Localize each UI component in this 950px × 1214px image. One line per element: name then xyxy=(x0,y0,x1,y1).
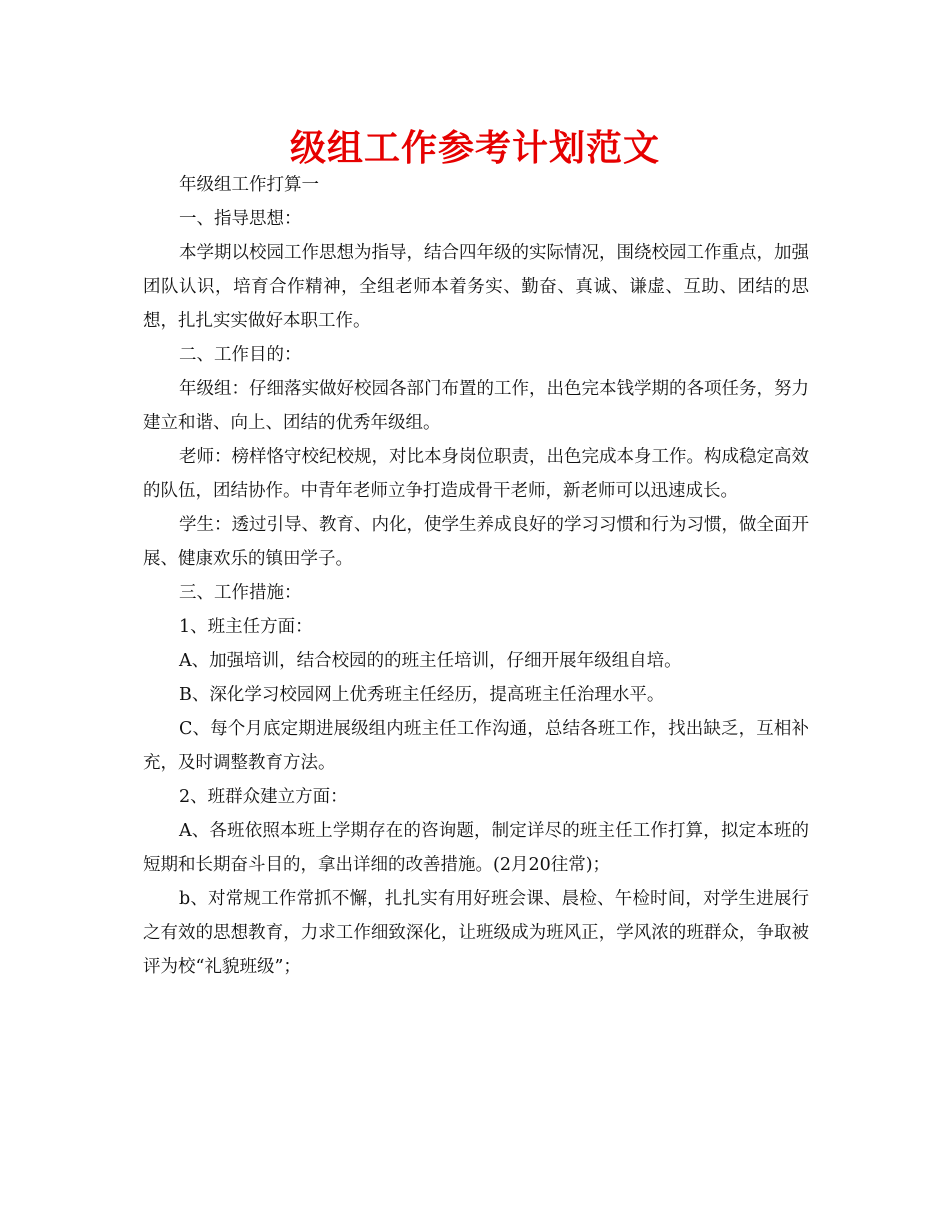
paragraph-guiding-thought: 本学期以校园工作思想为指导，结合四年级的实际情况，围绕校园工作重点，加强团队认识，培育合作精神，全组老师本着务实、勤奋、真诚、谦虚、互助、团结的思想，扎扎实实做好本职工作。 xyxy=(143,243,809,331)
paragraph-grade-group-goal: 年级组：仔细落实做好校园各部门布置的工作，出色完本钱学期的各项任务，努力建立和谐、向上、团结的优秀年级组。 xyxy=(143,379,809,433)
document-title: 级组工作参考计划范文 xyxy=(289,128,660,169)
paragraph-section-3-heading: 三、工作措施： xyxy=(179,583,302,603)
paragraph-item-a-class-plan: A、各班依照本班上学期存在的咨询题，制定详尽的班主任工作打算，拟定本班的短期和长期奋斗目的，拿出详细的改善措施。(2月20往常)； xyxy=(143,821,809,875)
paragraph-item-c-monthly: C、每个月底定期进展级组内班主任工作沟通，总结各班工作，找出缺乏，互相补充，及时调整教育方法。 xyxy=(143,719,809,773)
paragraph-item-b-routine: b、对常规工作常抓不懈，扎扎实有用好班会课、晨检、午检时间，对学生进展行之有效的思想教育，力求工作细致深化，让班级成为班风正，学风浓的班群众，争取被评为校“礼貌班级”； xyxy=(143,889,809,977)
paragraph-item-a-training: A、加强培训，结合校园的的班主任培训，仔细开展年级组自培。 xyxy=(179,651,682,671)
paragraph-section-1-heading: 一、指导思想： xyxy=(179,209,302,229)
document-body xyxy=(143,168,809,984)
paragraph-teacher-goal: 老师：榜样恪守校纪校规，对比本身岗位职责，出色完成本身工作。构成稳定高效的队伍，团结协作。中青年老师立争打造成骨干老师，新老师可以迅速成长。 xyxy=(143,447,809,501)
paragraph-item-b-study: B、深化学习校园网上优秀班主任经历，提高班主任治理水平。 xyxy=(179,685,665,705)
paragraph-plan-heading: 年级组工作打算一 xyxy=(179,175,319,195)
paragraph-subsection-2-heading: 2、班群众建立方面： xyxy=(179,787,348,807)
paragraph-student-goal: 学生：透过引导、教育、内化，使学生养成良好的学习习惯和行为习惯，做全面开展、健康欢乐的镇田学子。 xyxy=(143,515,809,569)
paragraph-subsection-1-heading: 1、班主任方面： xyxy=(179,617,313,637)
paragraph-section-2-heading: 二、工作目的： xyxy=(179,345,302,365)
